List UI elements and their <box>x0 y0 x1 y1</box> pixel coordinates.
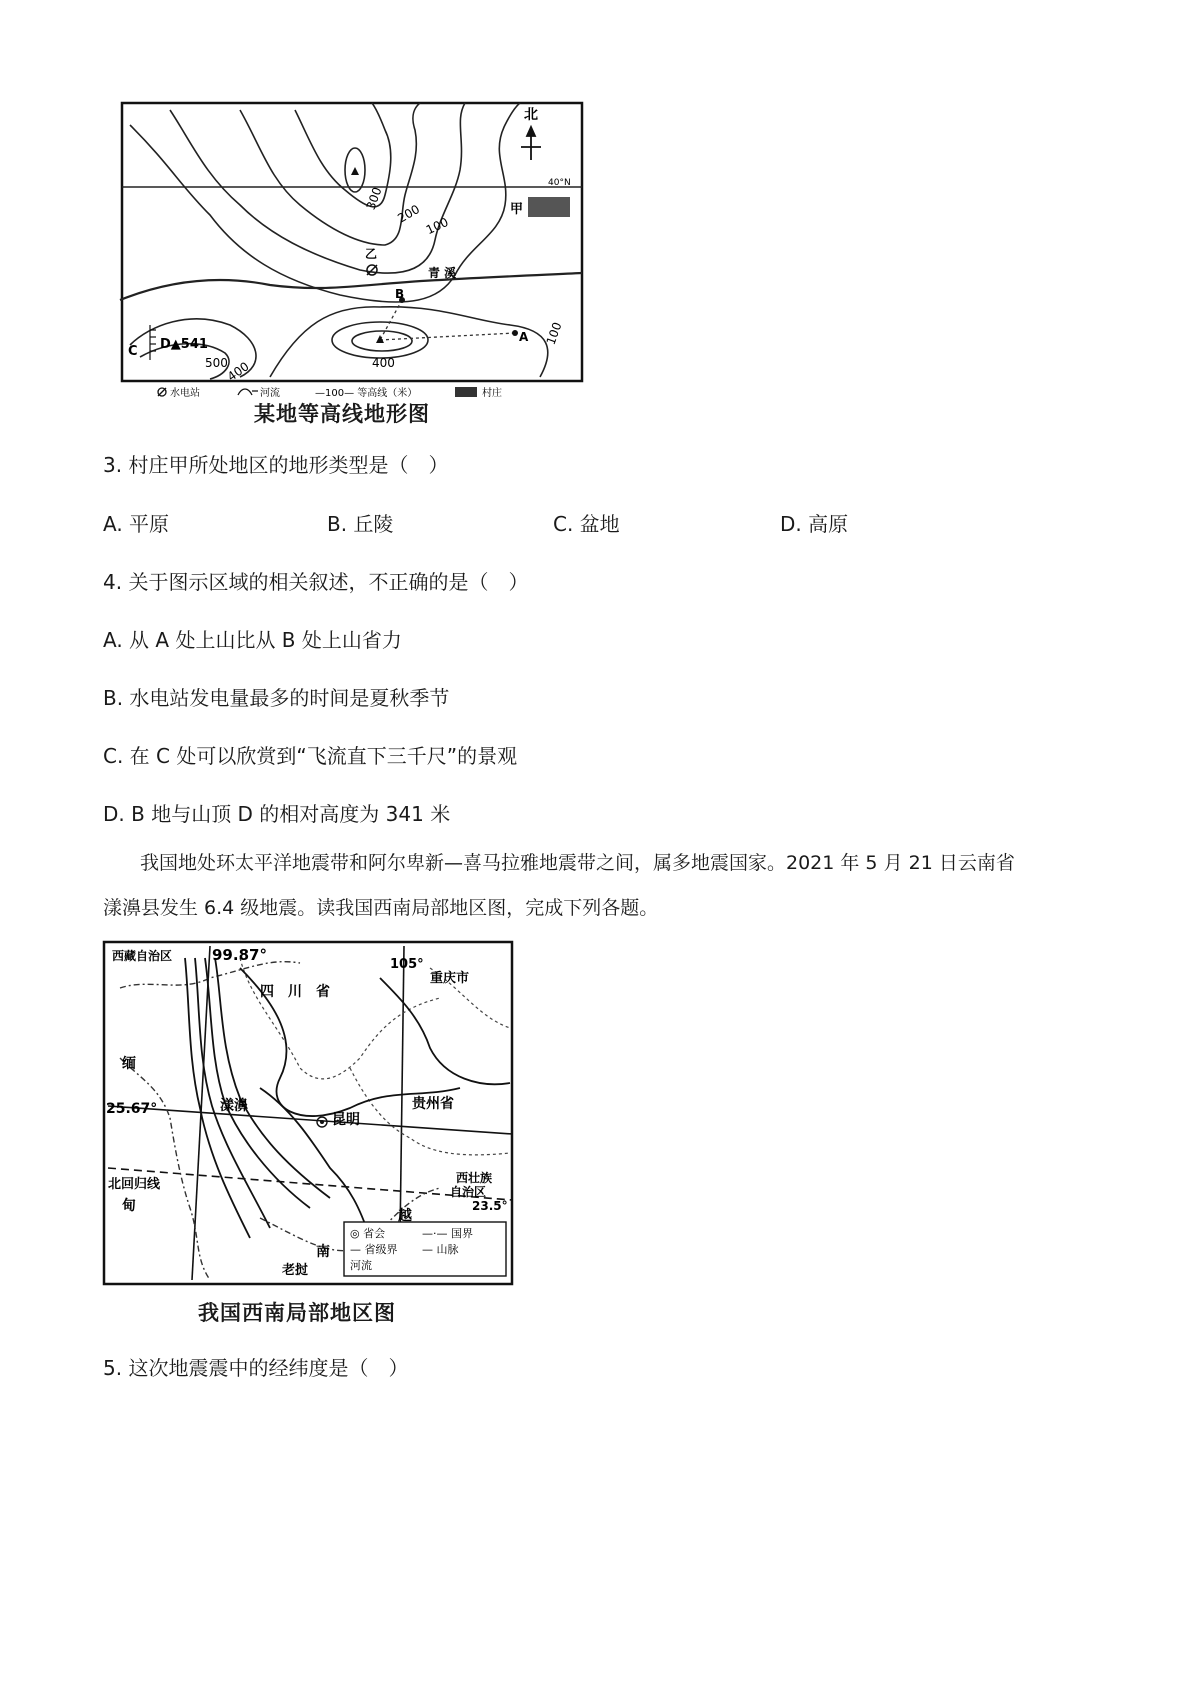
village-symbol <box>528 197 570 217</box>
label-vietnam-1: 越 <box>398 1208 412 1224</box>
label-lon2: 105° <box>390 957 424 972</box>
legend2-river: 河流 <box>350 1259 372 1272</box>
legend-village: 村庄 <box>482 388 502 399</box>
legend2-capital: ◎ 省会 <box>350 1227 386 1240</box>
contour-label-100b: 100 <box>543 320 565 347</box>
figure1-caption: 某地等高线地形图 <box>254 402 430 426</box>
label-myanmar-1: 缅 <box>122 1056 136 1072</box>
q3-option-d[interactable]: D. 高原 <box>780 512 849 536</box>
question-4-stem: 4. 关于图示区域的相关叙述，不正确的是（ ） <box>103 570 529 594</box>
point-c-label: C <box>128 344 138 359</box>
label-lon1: 99.87° <box>212 946 267 964</box>
q3-option-c[interactable]: C. 盆地 <box>553 512 620 536</box>
label-guizhou: 贵州省 <box>412 1096 454 1112</box>
label-vietnam-2: 南 <box>316 1244 330 1260</box>
q4-option-b[interactable]: B. 水电站发电量最多的时间是夏秋季节 <box>103 686 450 710</box>
label-tropic: 北回归线 <box>108 1177 161 1192</box>
yi-label: 乙 <box>365 247 378 261</box>
q3-option-a[interactable]: A. 平原 <box>103 512 170 536</box>
contour-label-200: 200 <box>395 202 423 226</box>
north-label: 北 <box>524 107 538 123</box>
question-3-stem: 3. 村庄甲所处地区的地形类型是（ ） <box>103 453 449 477</box>
q3-option-b[interactable]: B. 丘陵 <box>327 512 394 536</box>
contour-label-100: 100 <box>423 214 451 238</box>
label-tibet: 西藏自治区 <box>112 949 173 963</box>
village-label: 甲 <box>510 202 524 217</box>
label-guangxi-2: 自治区 <box>450 1185 487 1199</box>
contour-label-500: 500 <box>205 356 228 370</box>
label-kunming: 昆明 <box>332 1112 360 1128</box>
label-laos: 老挝 <box>282 1263 309 1278</box>
legend-river: 河流 <box>260 388 280 399</box>
intro-line-2: 漾濞县发生 6.4 级地震。读我国西南局部地区图，完成下列各题。 <box>103 897 659 919</box>
label-yangbi: 漾濞 <box>220 1098 248 1114</box>
label-guangxi-1: 西壮族 <box>456 1171 493 1185</box>
figure2-caption: 我国西南局部地区图 <box>198 1301 396 1325</box>
latitude-label: 40°N <box>548 178 571 188</box>
label-lat2: 23.5° <box>472 1199 508 1213</box>
q4-option-d[interactable]: D. B 地与山顶 D 的相对高度为 341 米 <box>103 802 451 826</box>
contour-map-figure <box>110 95 590 445</box>
intro-line-1: 我国地处环太平洋地震带和阿尔卑新—喜马拉雅地震带之间，属多地震国家。2021 年 5 月 21 日云南省 <box>140 852 1015 874</box>
legend2-mountain: — 山脉 <box>422 1243 459 1256</box>
legend-hydro: 水电站 <box>170 388 200 399</box>
legend-contour: —100— 等高线（米） <box>315 388 418 399</box>
contour-label-300: 300 <box>363 185 385 212</box>
label-sichuan: 四 川 省 <box>260 984 330 1000</box>
legend2-border: —·— 国界 <box>422 1227 473 1240</box>
label-chongqing: 重庆市 <box>430 971 470 986</box>
point-d-label: D▲541 <box>160 337 208 352</box>
label-myanmar-2: 甸 <box>122 1198 136 1214</box>
point-a-label: A <box>519 330 529 344</box>
q4-option-a[interactable]: A. 从 A 处上山比从 B 处上山省力 <box>103 628 402 652</box>
q4-option-c[interactable]: C. 在 C 处可以欣赏到“飞流直下三千尺”的景观 <box>103 744 518 768</box>
contour-label-400b: 400 <box>224 359 252 384</box>
southwest-china-map-figure <box>100 938 520 1290</box>
question-5-stem: 5. 这次地震震中的经纬度是（ ） <box>103 1356 409 1380</box>
legend2-province: — 省级界 <box>350 1243 398 1256</box>
point-b-label: B <box>395 287 405 301</box>
label-lat1: 25.67° <box>106 1101 158 1117</box>
contour-label-400: 400 <box>372 356 395 370</box>
river-label: 青 溪 <box>428 266 457 280</box>
